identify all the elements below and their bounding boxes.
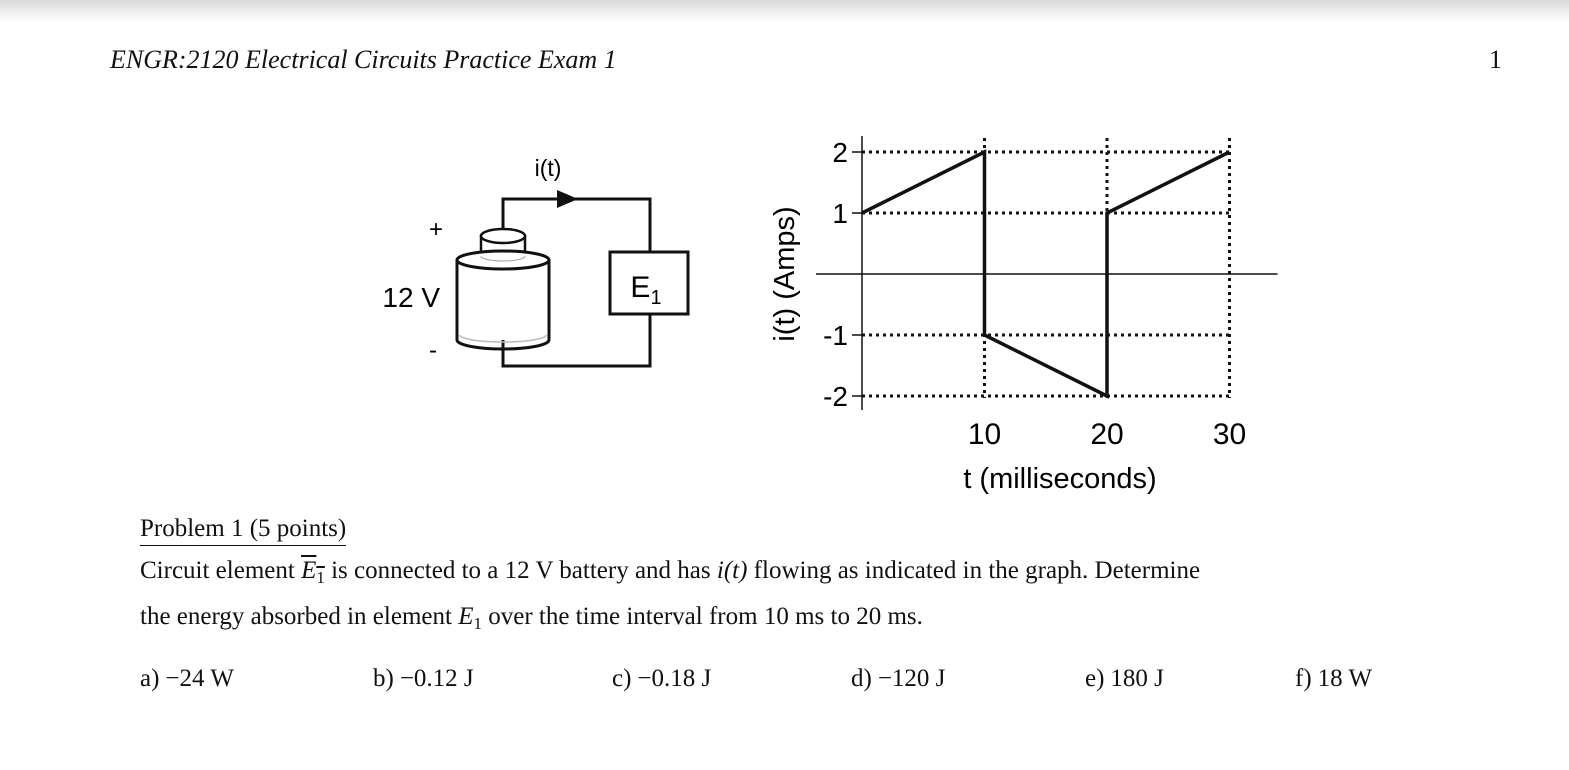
current-label: i(t) xyxy=(534,155,562,181)
x-tick-label: 30 xyxy=(1212,418,1247,451)
problem-statement: Circuit element $E_1$ is connected to a 12 V battery and has i(t) flowing as indicated in the graph. Determine the energy absorbed in element $E_1$ over the time interval from 10 ms to 20 ms. xyxy=(140,557,1201,633)
circuit-diagram xyxy=(360,140,700,380)
choice-f[interactable]: f) 18 W xyxy=(1295,665,1373,692)
current-graph xyxy=(760,128,1300,508)
choice-a[interactable]: a) −24 W xyxy=(140,665,234,692)
x-tick-label: 10 xyxy=(967,418,1002,451)
choice-b[interactable]: b) −0.12 J xyxy=(373,665,474,692)
top-shadow xyxy=(0,0,1569,22)
x-tick-label: 20 xyxy=(1090,418,1124,451)
page-number: 1 xyxy=(1489,45,1502,74)
choice-e[interactable]: e) 180 J xyxy=(1085,665,1164,692)
y-tick-label: 2 xyxy=(832,137,848,168)
y-tick-label: 1 xyxy=(832,198,848,229)
plus-sign: + xyxy=(428,216,444,243)
choice-c[interactable]: c) −0.18 J xyxy=(612,665,712,692)
current-arrow-icon xyxy=(557,190,578,208)
element-e1-box xyxy=(610,252,688,314)
voltage-label: 12 V xyxy=(382,282,440,313)
battery-icon xyxy=(457,229,549,349)
problem-heading: Problem 1 (5 points) xyxy=(140,514,346,546)
choice-d[interactable]: d) −120 J xyxy=(851,665,946,692)
element-letter: E xyxy=(630,271,651,304)
y-tick-label: -2 xyxy=(823,381,848,412)
minus-sign: - xyxy=(429,337,437,364)
y-tick-label: -1 xyxy=(823,320,848,351)
y-axis-label: i(t) (Amps) xyxy=(769,206,801,342)
element-subscript: 1 xyxy=(650,287,662,309)
answer-choices xyxy=(0,665,1569,705)
header-title: ENGR:2120 Electrical Circuits Practice Exam 1 xyxy=(110,45,617,74)
x-axis-label: t (milliseconds) xyxy=(963,463,1157,495)
